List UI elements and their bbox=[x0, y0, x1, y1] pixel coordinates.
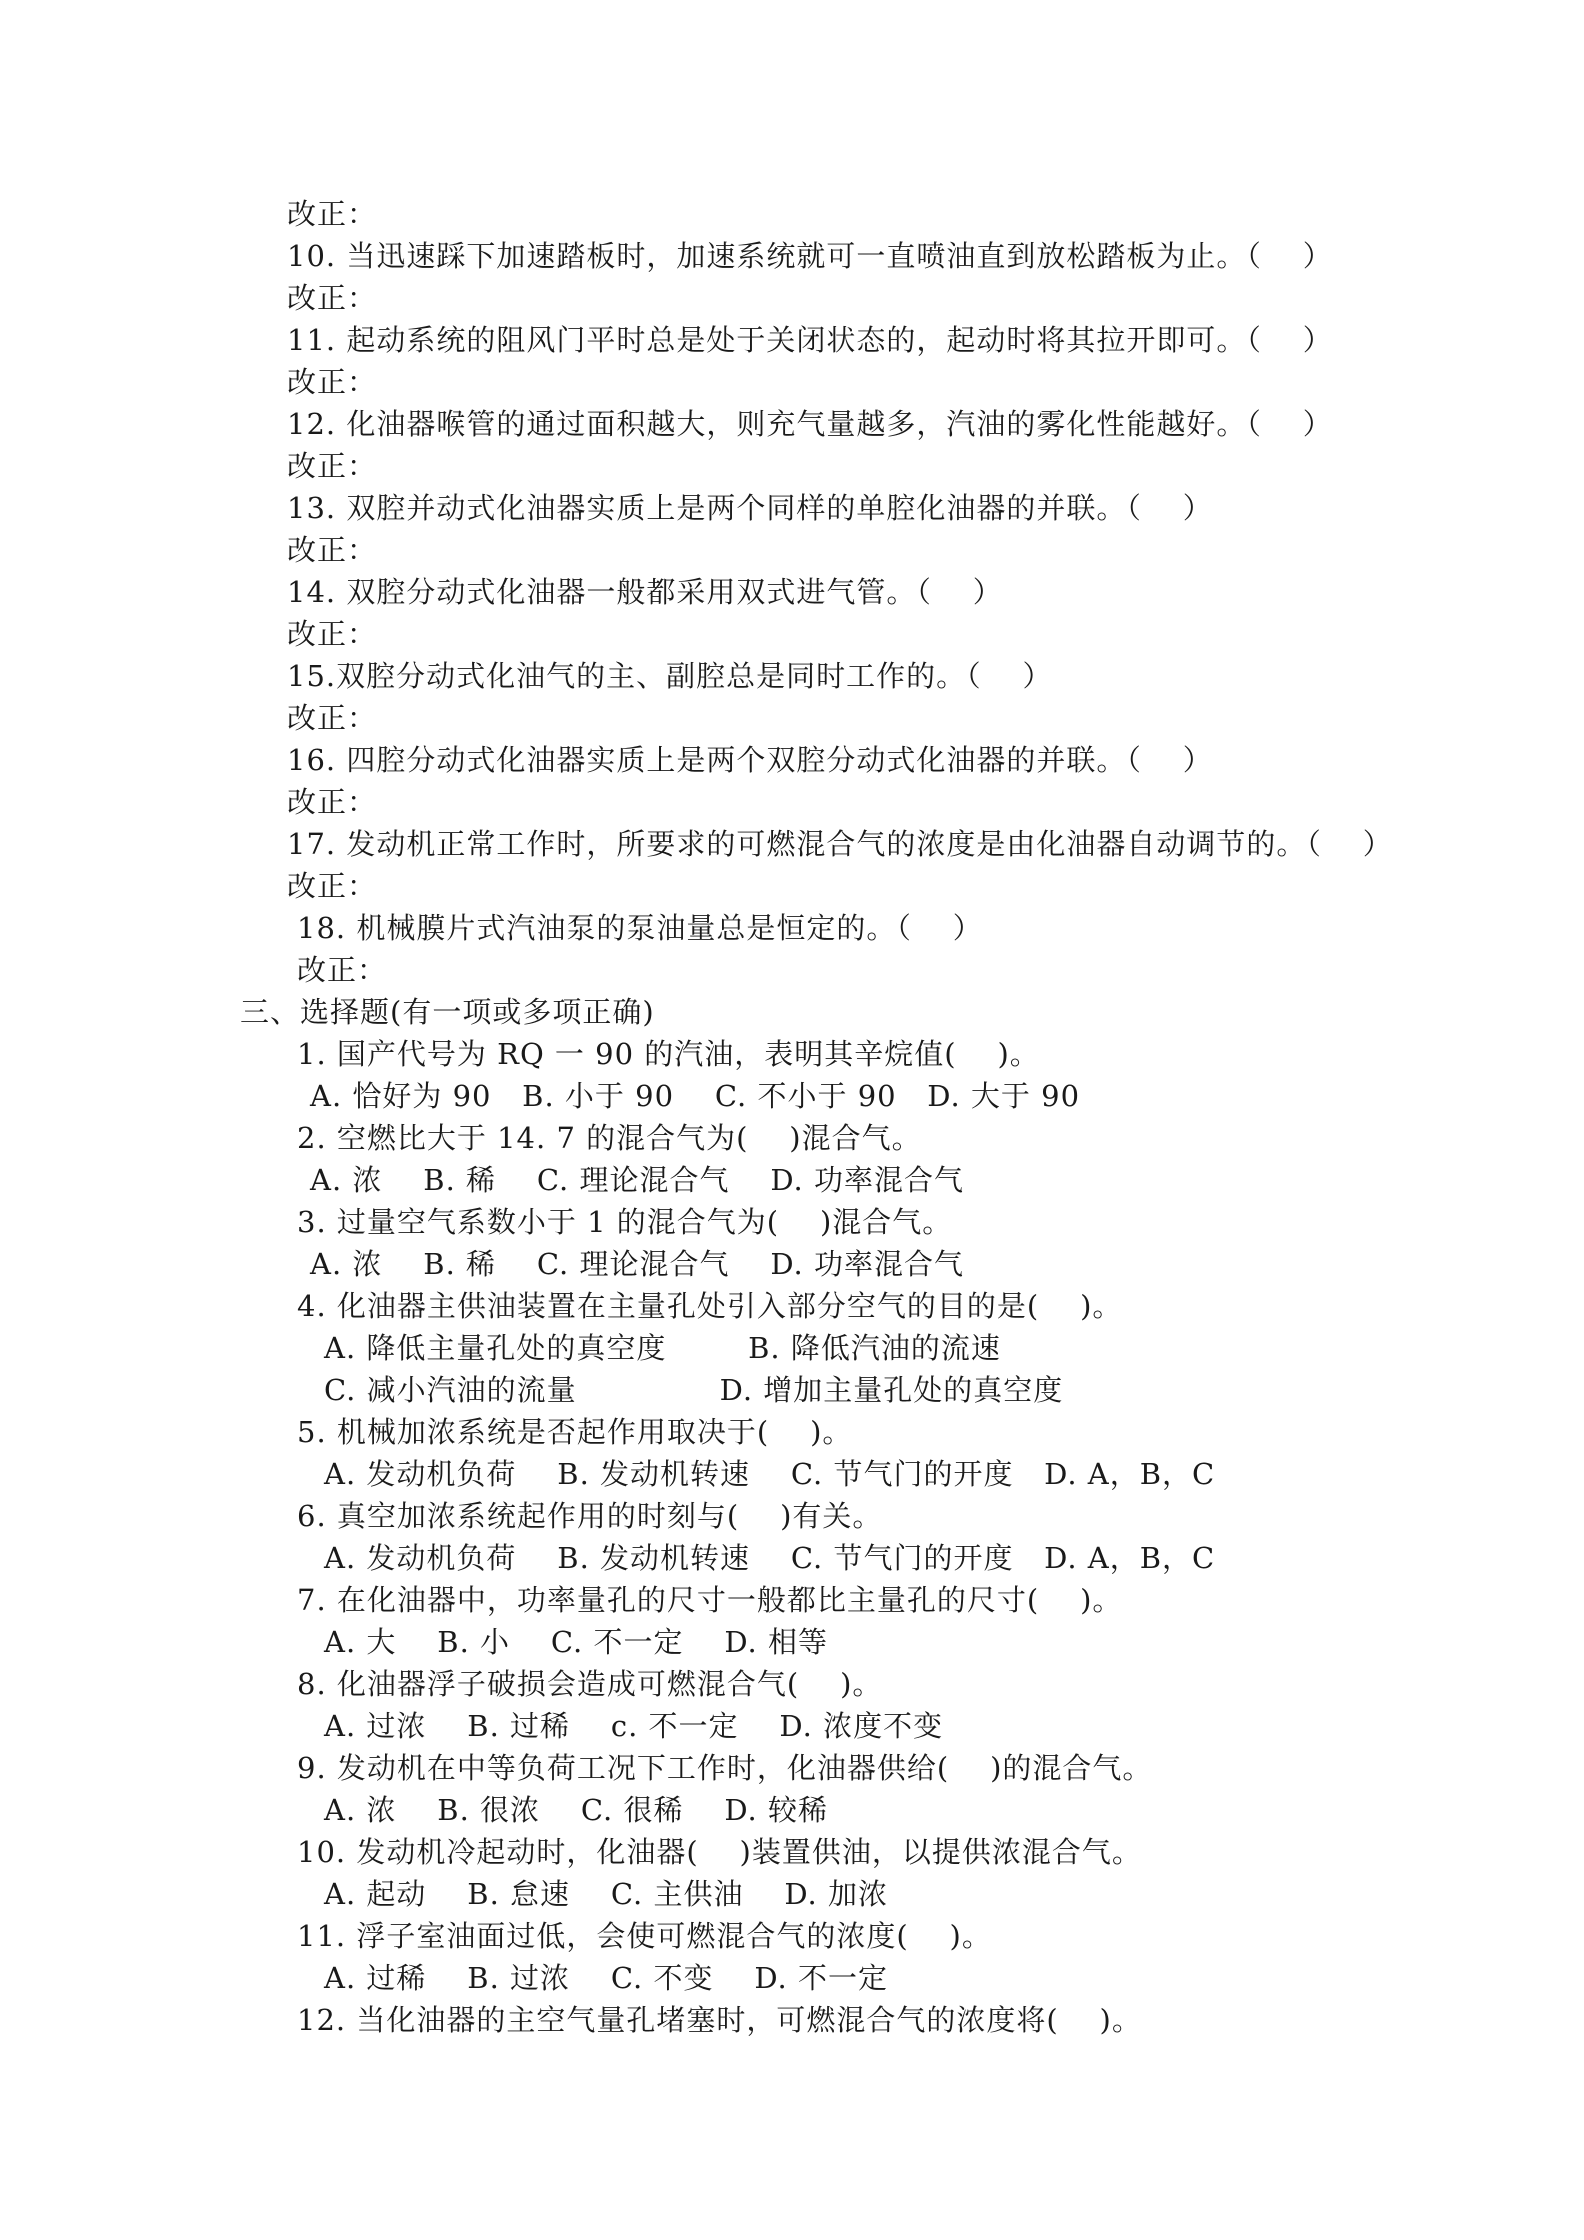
tf-question-10: 10. 当迅速踩下加速踏板时，加速系统就可一直喷油直到放松踏板为止。（ ） bbox=[287, 239, 1333, 273]
mc-options-1: A. 恰好为 90 B. 小于 90 C. 不小于 90 D. 大于 90 bbox=[310, 1079, 1081, 1113]
mc-question-9: 9. 发动机在中等负荷工况下工作时，化油器供给( )的混合气。 bbox=[297, 1751, 1153, 1785]
correction-label: 改正： bbox=[287, 449, 378, 483]
mc-options-10: A. 起动 B. 怠速 C. 主供油 D. 加浓 bbox=[324, 1877, 888, 1911]
mc-options-7: A. 大 B. 小 C. 不一定 D. 相等 bbox=[324, 1625, 828, 1659]
correction-label: 改正： bbox=[287, 197, 378, 231]
mc-question-3: 3. 过量空气系数小于 1 的混合气为( )混合气。 bbox=[297, 1205, 953, 1239]
mc-options-4b: C. 减小汽油的流量 D. 增加主量孔处的真空度 bbox=[324, 1373, 1064, 1407]
mc-options-4a: A. 降低主量孔处的真空度 B. 降低汽油的流速 bbox=[324, 1331, 1001, 1365]
mc-options-2: A. 浓 B. 稀 C. 理论混合气 D. 功率混合气 bbox=[310, 1163, 964, 1197]
mc-question-7: 7. 在化油器中，功率量孔的尺寸一般都比主量孔的尺寸( )。 bbox=[297, 1583, 1123, 1617]
mc-question-6: 6. 真空加浓系统起作用的时刻与( )有关。 bbox=[297, 1499, 883, 1533]
tf-question-15: 15.双腔分动式化油气的主、副腔总是同时工作的。（ ） bbox=[287, 659, 1053, 693]
tf-question-18: 18. 机械膜片式汽油泵的泵油量总是恒定的。（ ） bbox=[297, 911, 983, 945]
tf-question-14: 14. 双腔分动式化油器一般都采用双式进气管。（ ） bbox=[287, 575, 1003, 609]
mc-question-1: 1. 国产代号为 RQ 一 90 的汽油，表明其辛烷值( )。 bbox=[297, 1037, 1040, 1071]
correction-label: 改正： bbox=[287, 617, 378, 651]
tf-question-16: 16. 四腔分动式化油器实质上是两个双腔分动式化油器的并联。（ ） bbox=[287, 743, 1213, 777]
tf-question-17: 17. 发动机正常工作时，所要求的可燃混合气的浓度是由化油器自动调节的。（ ） bbox=[287, 827, 1393, 861]
mc-question-10: 10. 发动机冷起动时，化油器( )装置供油，以提供浓混合气。 bbox=[297, 1835, 1142, 1869]
correction-label: 改正： bbox=[287, 533, 378, 567]
mc-options-3: A. 浓 B. 稀 C. 理论混合气 D. 功率混合气 bbox=[310, 1247, 964, 1281]
correction-label: 改正： bbox=[287, 281, 378, 315]
mc-question-12: 12. 当化油器的主空气量孔堵塞时，可燃混合气的浓度将( )。 bbox=[297, 2003, 1142, 2037]
mc-options-11: A. 过稀 B. 过浓 C. 不变 D. 不一定 bbox=[324, 1961, 888, 1995]
mc-question-4: 4. 化油器主供油装置在主量孔处引入部分空气的目的是( )。 bbox=[297, 1289, 1123, 1323]
mc-options-9: A. 浓 B. 很浓 C. 很稀 D. 较稀 bbox=[324, 1793, 828, 1827]
mc-question-11: 11. 浮子室油面过低，会使可燃混合气的浓度( )。 bbox=[297, 1919, 992, 1953]
mc-options-5: A. 发动机负荷 B. 发动机转速 C. 节气门的开度 D. A，B，C bbox=[324, 1457, 1216, 1491]
mc-options-6: A. 发动机负荷 B. 发动机转速 C. 节气门的开度 D. A，B，C bbox=[324, 1541, 1216, 1575]
correction-label: 改正： bbox=[297, 953, 388, 987]
mc-question-5: 5. 机械加浓系统是否起作用取决于( )。 bbox=[297, 1415, 853, 1449]
correction-label: 改正： bbox=[287, 365, 378, 399]
mc-question-8: 8. 化油器浮子破损会造成可燃混合气( )。 bbox=[297, 1667, 883, 1701]
correction-label: 改正： bbox=[287, 869, 378, 903]
mc-question-2: 2. 空燃比大于 14. 7 的混合气为( )混合气。 bbox=[297, 1121, 922, 1155]
section-heading-choice: 三、选择题(有一项或多项正确) bbox=[240, 995, 655, 1029]
mc-options-8: A. 过浓 B. 过稀 c. 不一定 D. 浓度不变 bbox=[324, 1709, 944, 1743]
tf-question-11: 11. 起动系统的阻风门平时总是处于关闭状态的，起动时将其拉开即可。（ ） bbox=[287, 323, 1333, 357]
correction-label: 改正： bbox=[287, 785, 378, 819]
tf-question-13: 13. 双腔并动式化油器实质上是两个同样的单腔化油器的并联。（ ） bbox=[287, 491, 1213, 525]
correction-label: 改正： bbox=[287, 701, 378, 735]
tf-question-12: 12. 化油器喉管的通过面积越大，则充气量越多，汽油的雾化性能越好。（ ） bbox=[287, 407, 1333, 441]
